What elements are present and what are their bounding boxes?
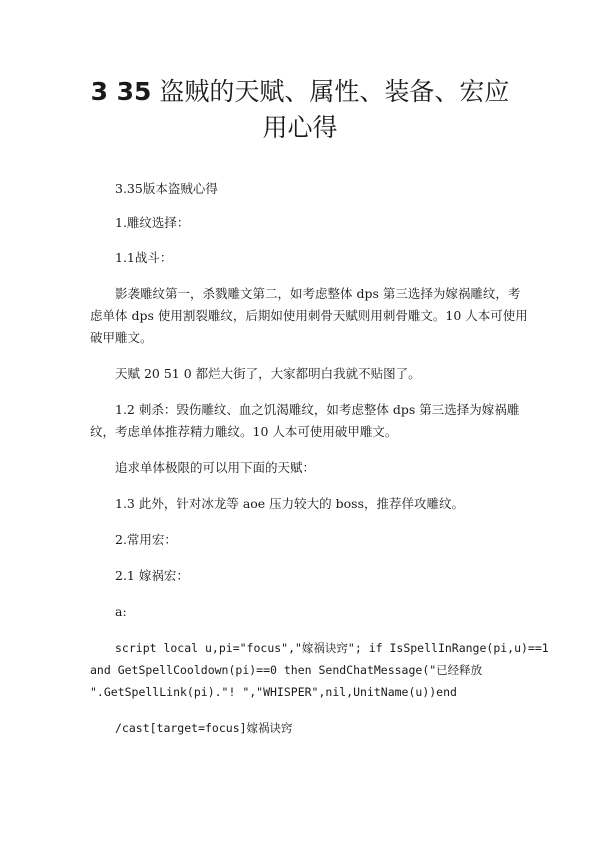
paragraph-talent: 天赋 20 51 0 都烂大街了，大家都明白我就不贴图了。 bbox=[115, 366, 421, 381]
title-line2: 用心得 bbox=[262, 113, 338, 142]
title-number: 3 35 bbox=[90, 77, 152, 106]
code-line4: /cast[target=focus]嫁祸诀窍 bbox=[115, 721, 293, 735]
page-title bbox=[80, 74, 520, 146]
code-line2: and GetSpellCooldown(pi)==0 then SendChatMessage("已经释放 bbox=[90, 663, 483, 677]
title-line1: 盗贼的天赋、属性、装备、宏应 bbox=[159, 77, 510, 106]
paragraph-combat-heading: 1.1战斗： bbox=[115, 250, 173, 265]
paragraph-macro-a: a: bbox=[115, 604, 127, 619]
paragraph-assassination-line1: 1.2 刺杀：毁伤雕纹、血之饥渴雕纹，如考虑整体 dps 第三选择为嫁祸雕 bbox=[115, 402, 520, 417]
paragraph-macro-heading: 2.常用宏： bbox=[115, 532, 177, 547]
paragraph-combat-line2: 虑单体 dps 使用割裂雕纹，后期如使用刺骨天赋则用刺骨雕文。10 人本可使用 bbox=[90, 308, 528, 323]
paragraph-glyph-heading: 1.雕纹选择： bbox=[115, 215, 190, 230]
paragraph-combat-line1: 影袭雕纹第一，杀戮雕文第二，如考虑整体 dps 第三选择为嫁祸雕纹，考 bbox=[115, 286, 521, 301]
paragraph-assassination-line2: 纹，考虑单体推荐精力雕纹。10 人本可使用破甲雕文。 bbox=[90, 424, 398, 439]
code-line1: script local u,pi="focus","嫁祸诀窍"; if IsSpellInRange(pi,u)==1 bbox=[115, 641, 549, 655]
paragraph-aoe: 1.3 此外，针对冰龙等 aoe 压力较大的 boss，推荐佯攻雕纹。 bbox=[115, 496, 465, 511]
paragraph-tricks-macro-heading: 2.1 嫁祸宏： bbox=[115, 568, 189, 583]
paragraph-combat-line3: 破甲雕文。 bbox=[90, 330, 153, 345]
code-line3: ".GetSpellLink(pi)."! ","WHISPER",nil,UnitName(u))end bbox=[90, 685, 457, 699]
paragraph-version: 3.35版本盗贼心得 bbox=[115, 181, 218, 196]
paragraph-single-target: 追求单体极限的可以用下面的天赋： bbox=[115, 460, 316, 475]
